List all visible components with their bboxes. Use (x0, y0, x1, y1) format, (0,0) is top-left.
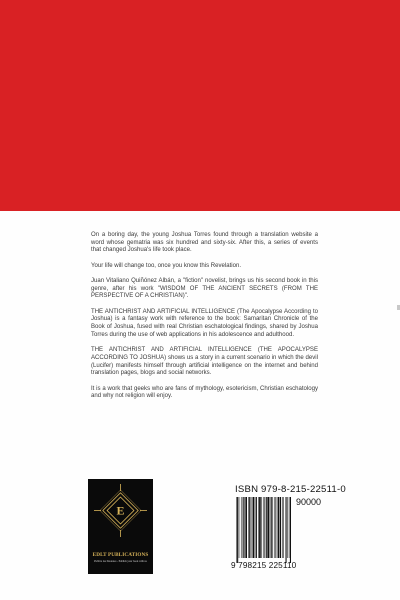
blurb-paragraph: It is a work that geeks who are fans of mythology, esotericism, Christian eschatology and why not religion will enjoy. (91, 385, 318, 400)
diamond-e-emblem-icon (88, 479, 153, 551)
price-code: 90000 (296, 497, 322, 507)
isbn-label: ISBN 979-8-215-22511-0 (235, 484, 346, 495)
blurb-paragraph: Juan Vitaliano Quiñónez Albán, a "fiction" novelist, brings us his second book in this genre, after his work "WISDOM OF THE ANCIENT SECRETS (FROM THE PERSPECTIVE OF A CHRISTIAN)". (91, 278, 318, 300)
publisher-tagline: Publica tus Ilusiones - Publish your book with us (94, 560, 147, 563)
blurb-paragraph: THE ANTICHRIST AND ARTIFICIAL INTELLIGENCE (The Apocalypse According to Joshua) is a fantasy work with reference to the book: Samaritan Chronicle of the Book of Joshua, fused with real Christian eschatological findings, shared by Joshua Torres during the use of web applications in his adolescence and adulthood. (91, 308, 318, 338)
red-top-band (0, 0, 400, 211)
blurb-text (91, 232, 318, 409)
publisher-name: EDLT PUBLICATIONS (92, 552, 149, 558)
blurb-paragraph: THE ANTICHRIST AND ARTIFICIAL INTELLIGENCE (THE APOCALYPSE ACCORDING TO JOSHUA) shows us a story in a current scenario in which the devil (Lucifer) manifests himself through artificial intelligence on the internet and behind translation pages, blogs and social networks. (91, 347, 318, 377)
blurb-paragraph: On a boring day, the young Joshua Torres found through a translation website a word whose gematria was six hundred and sixty-six. After this, a series of events that changed Joshua's life took place. (91, 232, 318, 254)
emblem-letter: E (116, 503, 125, 518)
barcode-bars (235, 497, 293, 563)
ean-digits: 9 798215 225110 (231, 561, 297, 570)
blurb-paragraph: Your life will change too, once you know this Revelation. (91, 262, 242, 269)
publisher-logo (88, 479, 153, 574)
isbn-barcode (231, 484, 346, 574)
